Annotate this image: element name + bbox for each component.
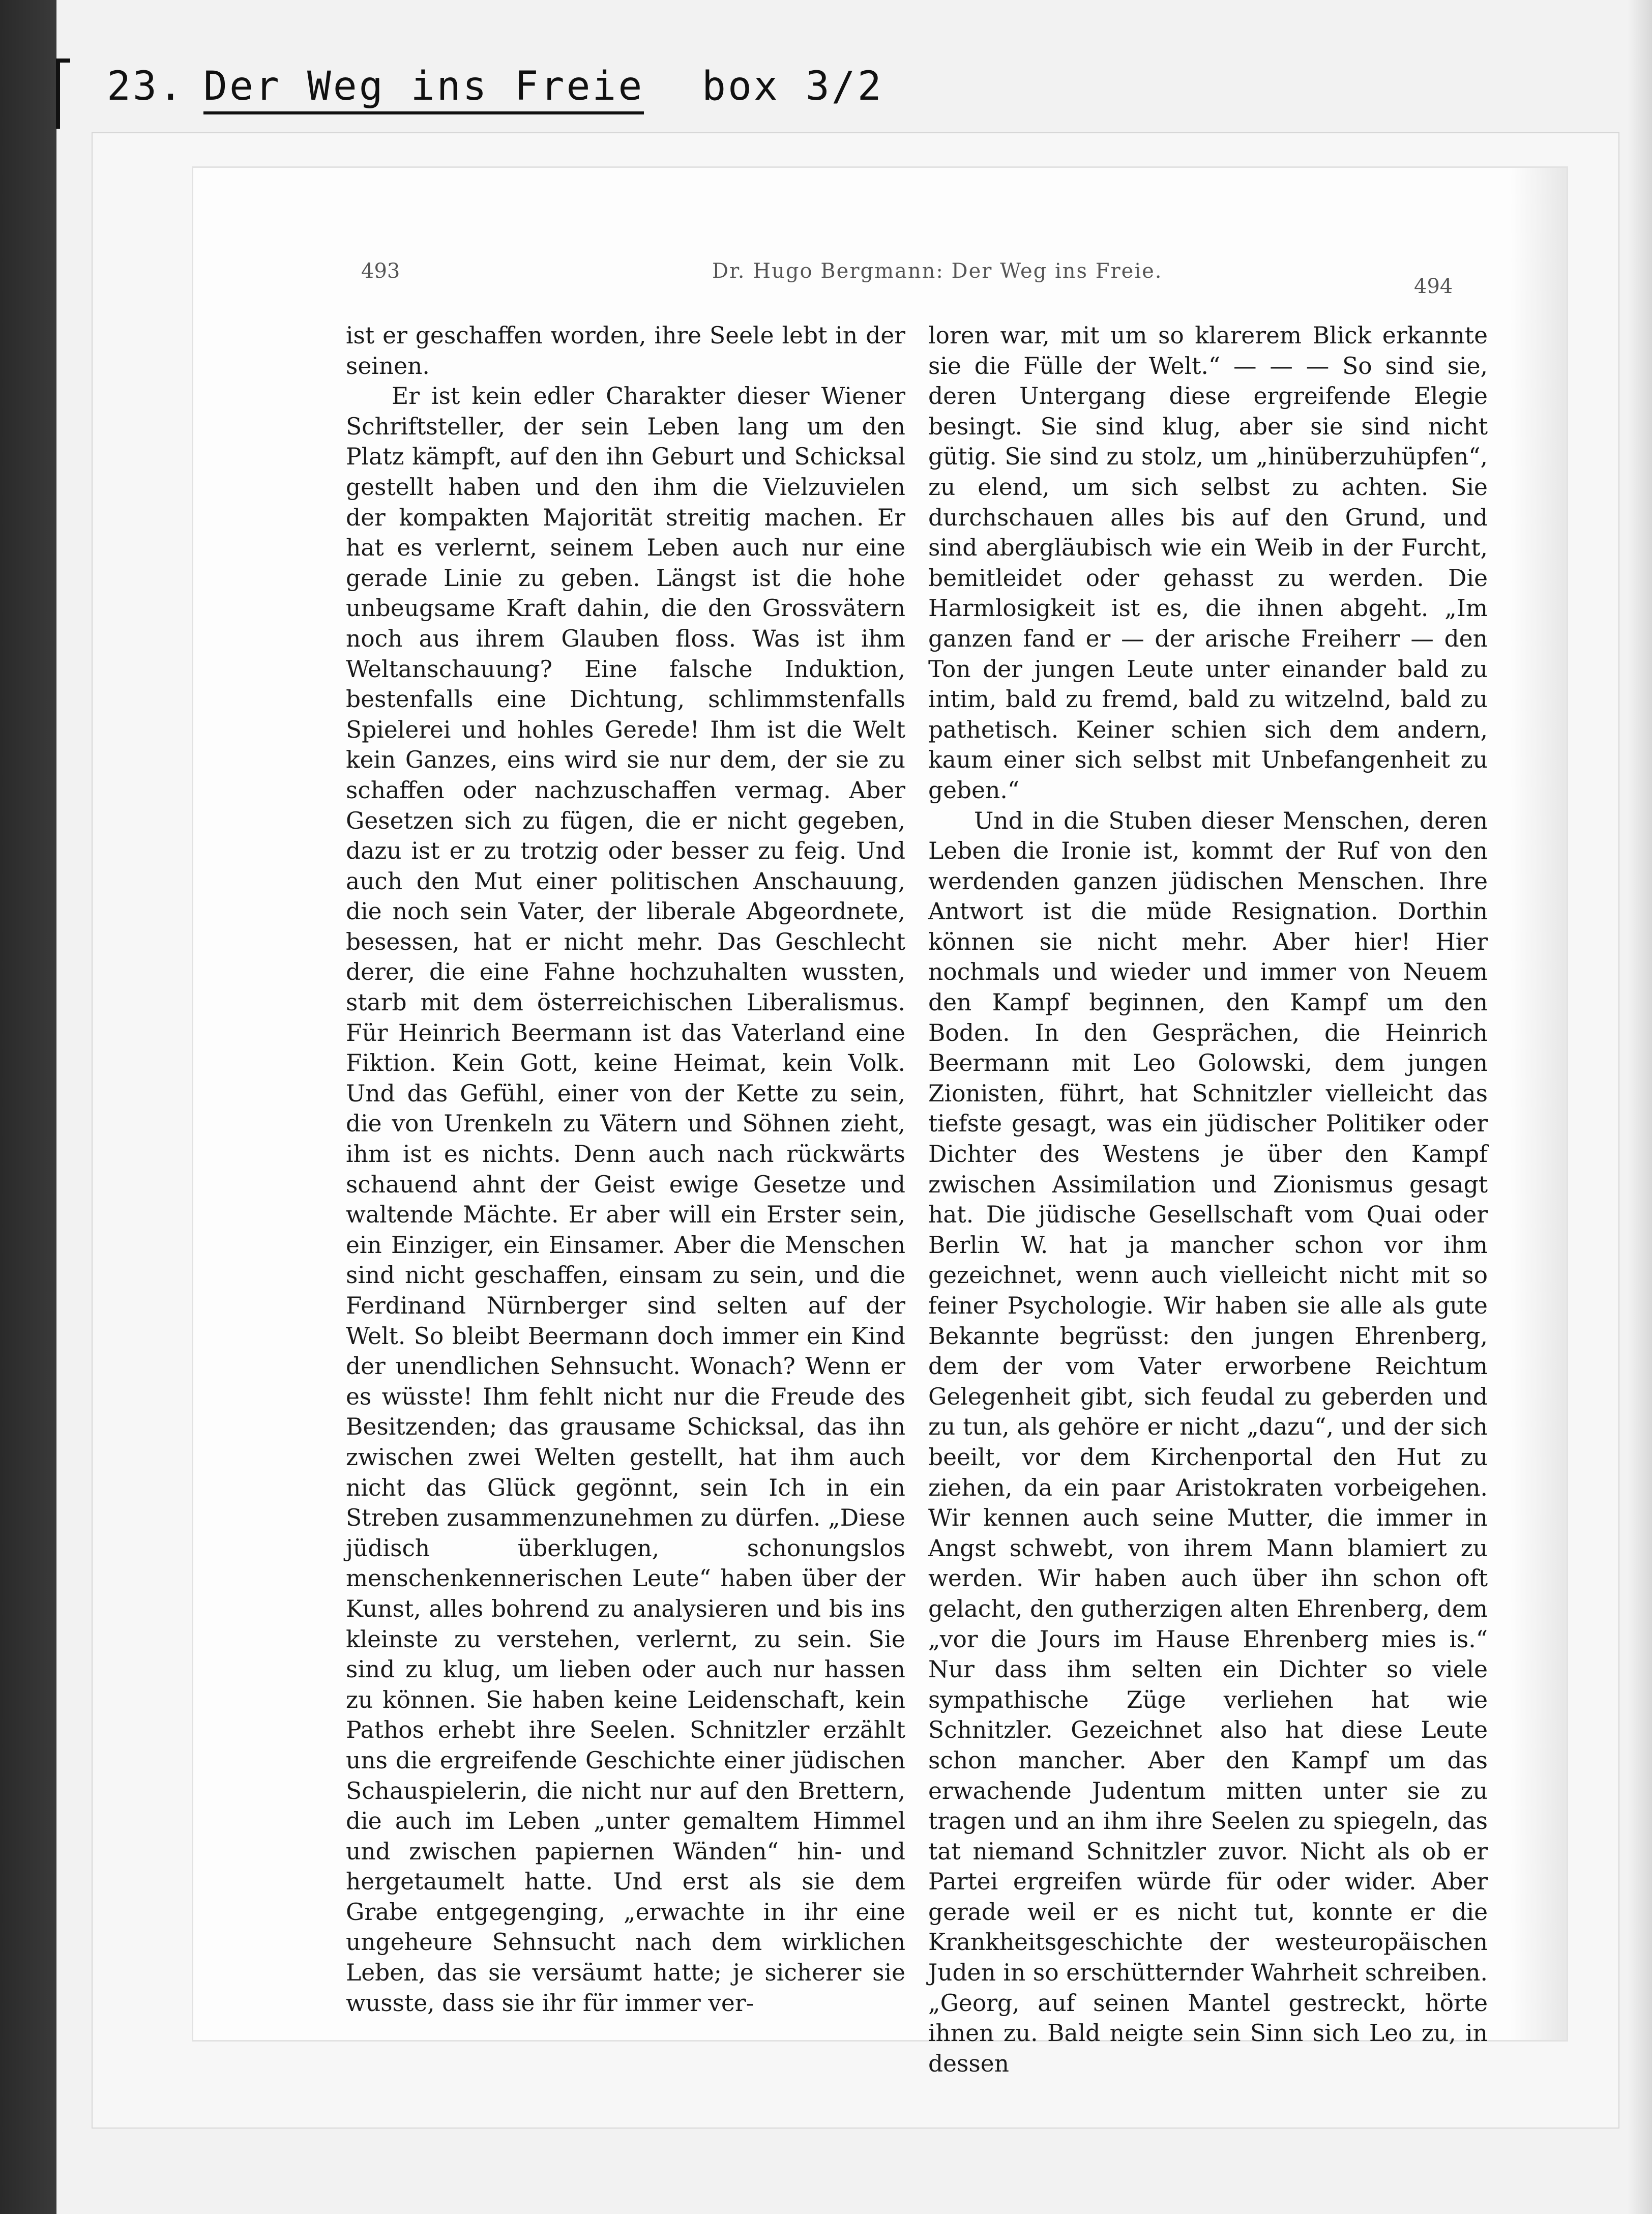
page-number-right: 494	[1414, 275, 1453, 298]
archive-label	[66, 48, 1287, 125]
label-title: Der Weg ins Freie	[203, 64, 644, 114]
text-column-right	[928, 321, 1488, 2077]
page-number-left: 493	[361, 259, 400, 283]
label-box: box 3/2	[702, 64, 883, 109]
torn-edge	[1511, 168, 1567, 2040]
running-title: Dr. Hugo Bergmann: Der Weg ins Freie.	[712, 259, 1163, 283]
paragraph: Er ist kein edler Charakter dieser Wiener Schriftsteller, der sein Leben lang um den Platz kämpft, auf den ihn Geburt und Schicksal gestellt haben und den ihm die Vielzuvielen der kompakten Majorität streitig machen. Er hat es verlernt, seinem Leben auch nur eine gerade Linie zu geben. Längst ist die hohe unbeugsame Kraft dahin, die den Grossvätern noch aus ihrem Glauben floss. Was ist ihm Weltanschauung? Eine falsche Induktion, bestenfalls eine Dichtung, schlimmstenfalls Spielerei und hohles Gerede! Ihm ist die Welt kein Ganzes, eins wird sie nur dem, der sie zu schaffen oder nachzuschaffen vermag. Aber Gesetzen sich zu fügen, die er nicht gegeben, dazu ist er zu trotzig oder besser zu feig. Und auch den Mut einer politischen Anschauung, die noch sein Vater, der liberale Abgeordnete, besessen, hat er nicht mehr. Das Geschlecht derer, die eine Fahne hochzuhalten wussten, starb mit dem österreichischen Liberalismus. Für Heinrich Beermann ist das Vaterland eine Fiktion. Kein Gott, keine Heimat, kein Volk. Und das Gefühl, einer von der Kette zu sein, die von Urenkeln zu Vätern und Söhnen zieht, ihm ist es nichts. Denn auch nach rückwärts schauend ahnt der Geist ewige Gesetze und waltende Mächte. Er aber will ein Erster sein, ein Einziger, ein Einsamer. Aber die Menschen sind nicht geschaffen, einsam zu sein, und die Ferdinand Nürnberger sind selten auf der Welt. So bleibt Beermann doch immer ein Kind der unendlichen Sehnsucht. Wonach? Wenn er es wüsste! Ihm fehlt nicht nur die Freude des Besitzenden; das grausame Schicksal, das ihn zwischen zwei Welten gestellt, hat ihm auch nicht das Glück gegönnt, sein Ich in ein Streben zusammenzunehmen zu dürfen. „Diese jüdisch überklugen, schonungslos menschenkennerischen Leute“ haben über der Kunst, alles bohrend zu analysieren und bis ins kleinste zu verstehen, verlernt, zu sein. Sie sind zu klug, um lieben oder auch nur hassen zu können. Sie haben keine Leidenschaft, kein Pathos erhebt ihre Seelen. Schnitzler erzählt uns die ergreifende Geschichte einer jüdischen Schauspielerin, die nicht nur auf den Brettern, die auch im Leben „unter gemaltem Himmel und zwischen papiernen Wänden“ hin- und hergetaumelt hatte. Und erst als sie dem Grabe entgegenging, „erwachte in ihr eine ungeheure Sehnsucht nach dem wirklichen Leben, das sie versäumt hatte; je sicherer sie wusste, dass sie ihr für immer ver-	[346, 383, 905, 2017]
label-number: 23.	[107, 64, 185, 109]
newspaper-clipping	[193, 168, 1567, 2077]
paragraph: loren war, mit um so klarerem Blick erkannte sie die Fülle der Welt.“ — — — So sind sie, deren Untergang diese ergreifende Elegie besingt. Sie sind klug, aber sie sind nicht gütig. Sie sind zu stolz, um „hinüberzuhüpfen“, zu elend, um sich selbst zu achten. Sie durchschauen alles bis auf den Grund, und sind abergläubisch wie ein Weib in der Furcht, bemitleidet oder gehasst zu werden. Die Harmlosigkeit ist es, die ihnen abgeht. „Im ganzen fand er — der arische Freiherr — den Ton der jungen Leute unter einander bald zu intim, bald zu fremd, bald zu witzelnd, bald zu pathetisch. Keiner schien sich dem andern, kaum einer sich selbst mit Unbefangenheit zu geben.“	[928, 322, 1488, 804]
paragraph: ist er geschaffen worden, ihre Seele lebt in der seinen.	[346, 322, 905, 380]
label-bracket	[56, 59, 70, 129]
text-column-left	[346, 321, 905, 2017]
paragraph: Und in die Stuben dieser Menschen, deren Leben die Ironie ist, kommt der Ruf von den werdenden ganzen jüdischen Menschen. Ihre Antwort ist die müde Resignation. Dorthin können sie nicht mehr. Aber hier! Hier nochmals und wieder und immer von Neuem den Kampf beginnen, den Kampf um den Boden. In den Gesprächen, die Heinrich Beermann mit Leo Golowski, dem jungen Zionisten, führt, hat Schnitzler vielleicht das tiefste gesagt, was ein jüdischer Politiker oder Dichter des Westens je über den Kampf zwischen Assimilation und Zionismus gesagt hat. Die jüdische Gesellschaft vom Quai oder Berlin W. hat ja mancher schon vor ihm gezeichnet, wenn auch vielleicht nicht mit so feiner Psychologie. Wir haben sie alle als gute Bekannte begrüsst: den jungen Ehrenberg, dem der vom Vater erworbene Reichtum Gelegenheit gibt, sich feudal zu geberden und zu tun, als gehöre er nicht „dazu“, und der sich beeilt, vor dem Kirchenportal den Hut zu ziehen, da ein paar Aristokraten vorbeigehen. Wir kennen auch seine Mutter, die immer in Angst schwebt, von ihrem Mann blamiert zu werden. Wir haben auch über ihn schon oft gelacht, den gutherzigen alten Ehrenberg, dem „vor die Jours im Hause Ehrenberg mies is.“ Nur dass ihm selten ein Dichter so viele sympathische Züge verliehen hat wie Schnitzler. Gezeichnet also hat diese Leute schon mancher. Aber den Kampf um das erwachende Judentum mitten unter sie zu tragen und an ihm ihre Seelen zu spiegeln, das tat niemand Schnitzler zuvor. Nicht als ob er Partei ergreifen würde für oder wider. Aber gerade weil er es nicht tut, konnte er die Krankheitsgeschichte der westeuropäischen Juden in so erschütternder Wahrheit schreiben. „Georg, auf seinen Mantel gestreckt, hörte ihnen zu. Bald neigte sein Sinn sich Leo zu, in dessen	[928, 807, 1488, 2077]
